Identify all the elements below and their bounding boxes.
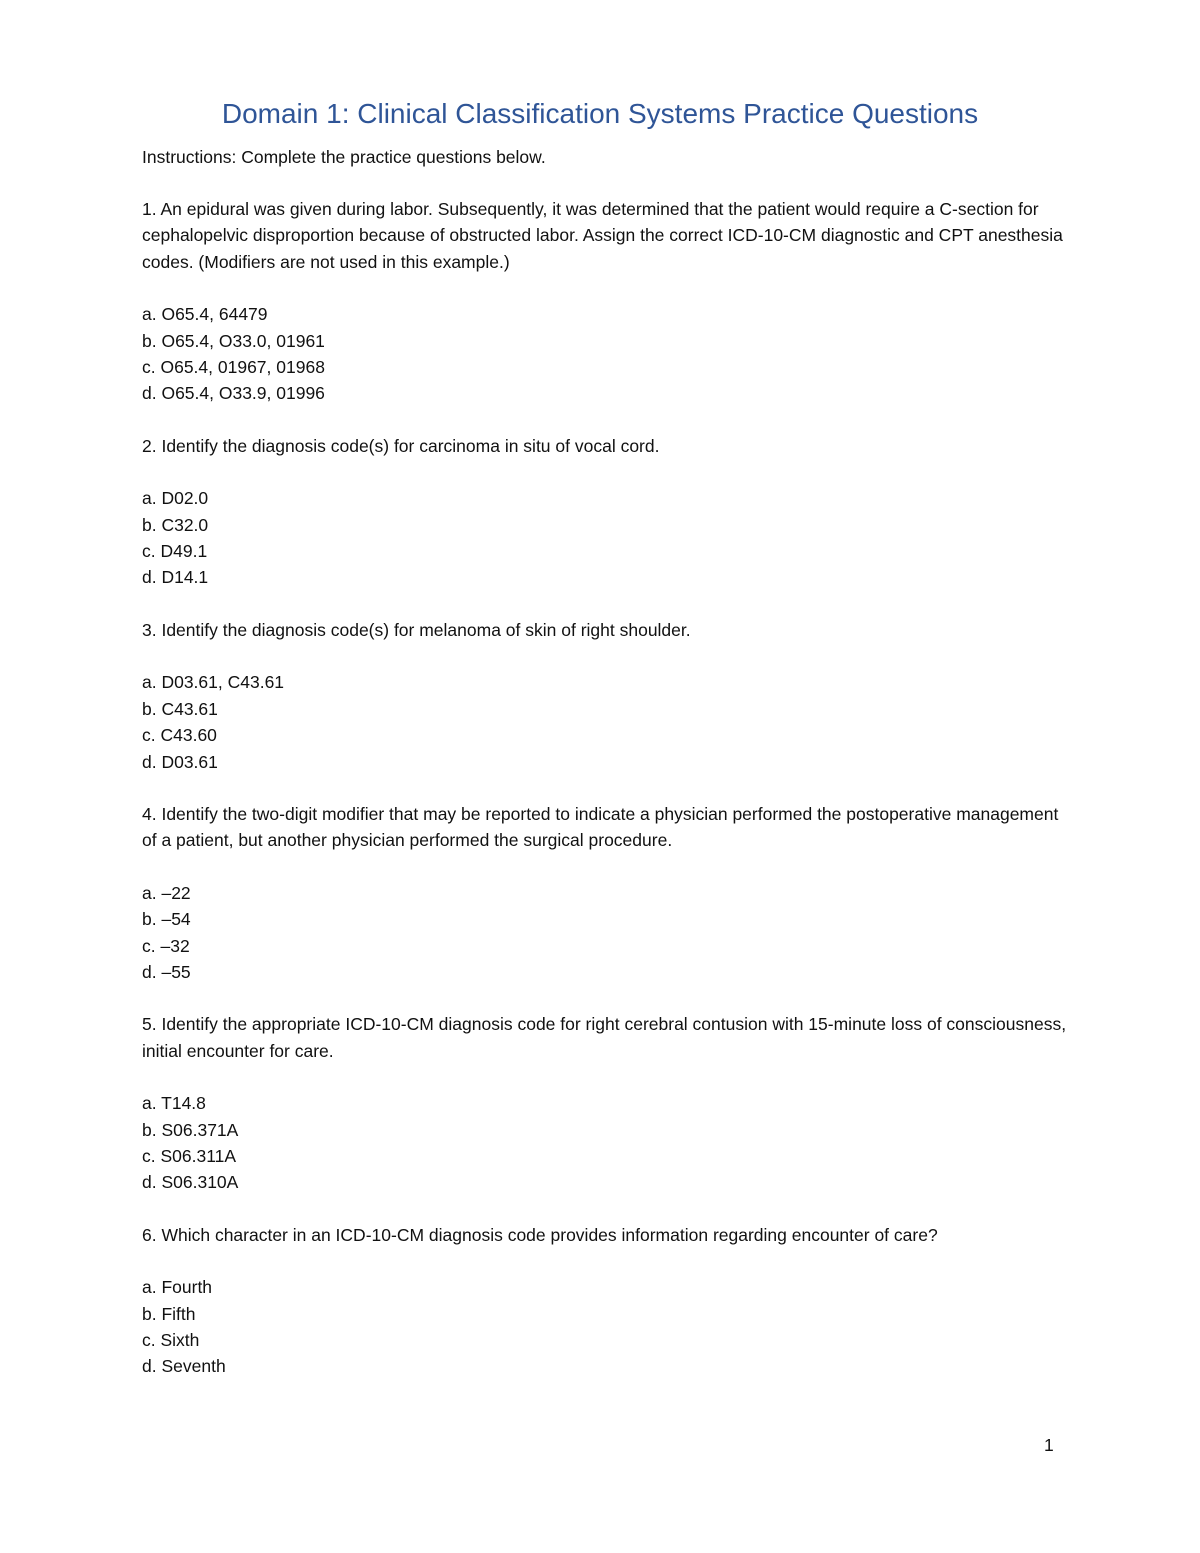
answer-option-d: d. D03.61 <box>142 751 218 772</box>
answer-option-a: a. O65.4, 64479 <box>142 304 268 325</box>
question-3 <box>142 617 1072 775</box>
answer-option-d: d. Seventh <box>142 1356 226 1377</box>
answer-options <box>142 485 1072 591</box>
answer-option-c: c. –32 <box>142 935 190 956</box>
question-stem: 1. An epidural was given during labor. Subsequently, it was determined that the patient would require a C-section for cephalopelvic disproportion because of obstructed labor. Assign the correct ICD-10-CM diagnostic and CPT anesthesia codes. (Modifiers are not used in this example.) <box>142 199 1063 272</box>
question-5 <box>142 1011 1072 1195</box>
page-title: Domain 1: Clinical Classification Systems Practice Questions <box>221 98 979 129</box>
page-number: 1 <box>1044 1435 1054 1455</box>
answer-option-d: d. D14.1 <box>142 567 209 588</box>
answer-options <box>142 1274 1072 1380</box>
question-stem: 2. Identify the diagnosis code(s) for carcinoma in situ of vocal cord. <box>142 435 660 456</box>
answer-option-a: a. D02.0 <box>142 488 209 509</box>
answer-option-d: d. –55 <box>142 961 191 982</box>
question-stem: 3. Identify the diagnosis code(s) for melanoma of skin of right shoulder. <box>142 619 691 640</box>
instructions-text: Instructions: Complete the practice questions below. <box>142 147 546 167</box>
answer-option-c: c. O65.4, 01967, 01968 <box>142 357 325 378</box>
answer-option-a: a. –22 <box>142 882 191 903</box>
answer-option-b: b. C32.0 <box>142 514 209 535</box>
answer-option-a: a. Fourth <box>142 1277 213 1298</box>
answer-option-a: a. T14.8 <box>142 1093 206 1114</box>
question-4 <box>142 801 1072 985</box>
answer-option-b: b. –54 <box>142 909 191 930</box>
answer-option-c: c. S06.311A <box>142 1145 237 1166</box>
question-stem: 5. Identify the appropriate ICD-10-CM diagnosis code for right cerebral contusion with 15-minute loss of consciousness, initial encounter for care. <box>142 1014 1067 1061</box>
answer-options <box>142 669 1072 775</box>
question-stem: 4. Identify the two-digit modifier that may be reported to indicate a physician performed the postoperative management of a patient, but another physician performed the surgical procedure. <box>142 803 1059 851</box>
answer-options <box>142 880 1072 986</box>
answer-option-a: a. D03.61, C43.61 <box>142 672 285 693</box>
question-1 <box>142 196 1072 407</box>
question-stem: 6. Which character in an ICD-10-CM diagnosis code provides information regarding encounter of care? <box>142 1224 938 1245</box>
answer-option-c: c. Sixth <box>142 1330 200 1350</box>
answer-option-b: b. S06.371A <box>142 1119 239 1140</box>
questions-list <box>142 196 1072 1406</box>
question-6 <box>142 1222 1072 1380</box>
answer-options <box>142 301 1072 407</box>
question-2 <box>142 433 1072 591</box>
answer-option-c: c. D49.1 <box>142 541 208 562</box>
answer-option-d: d. S06.310A <box>142 1172 239 1193</box>
answer-option-b: b. O65.4, O33.0, 01961 <box>142 330 325 351</box>
answer-options <box>142 1090 1072 1196</box>
answer-option-d: d. O65.4, O33.9, 01996 <box>142 383 325 404</box>
answer-option-b: b. C43.61 <box>142 698 218 719</box>
answer-option-c: c. C43.60 <box>142 725 217 746</box>
answer-option-b: b. Fifth <box>142 1303 196 1324</box>
